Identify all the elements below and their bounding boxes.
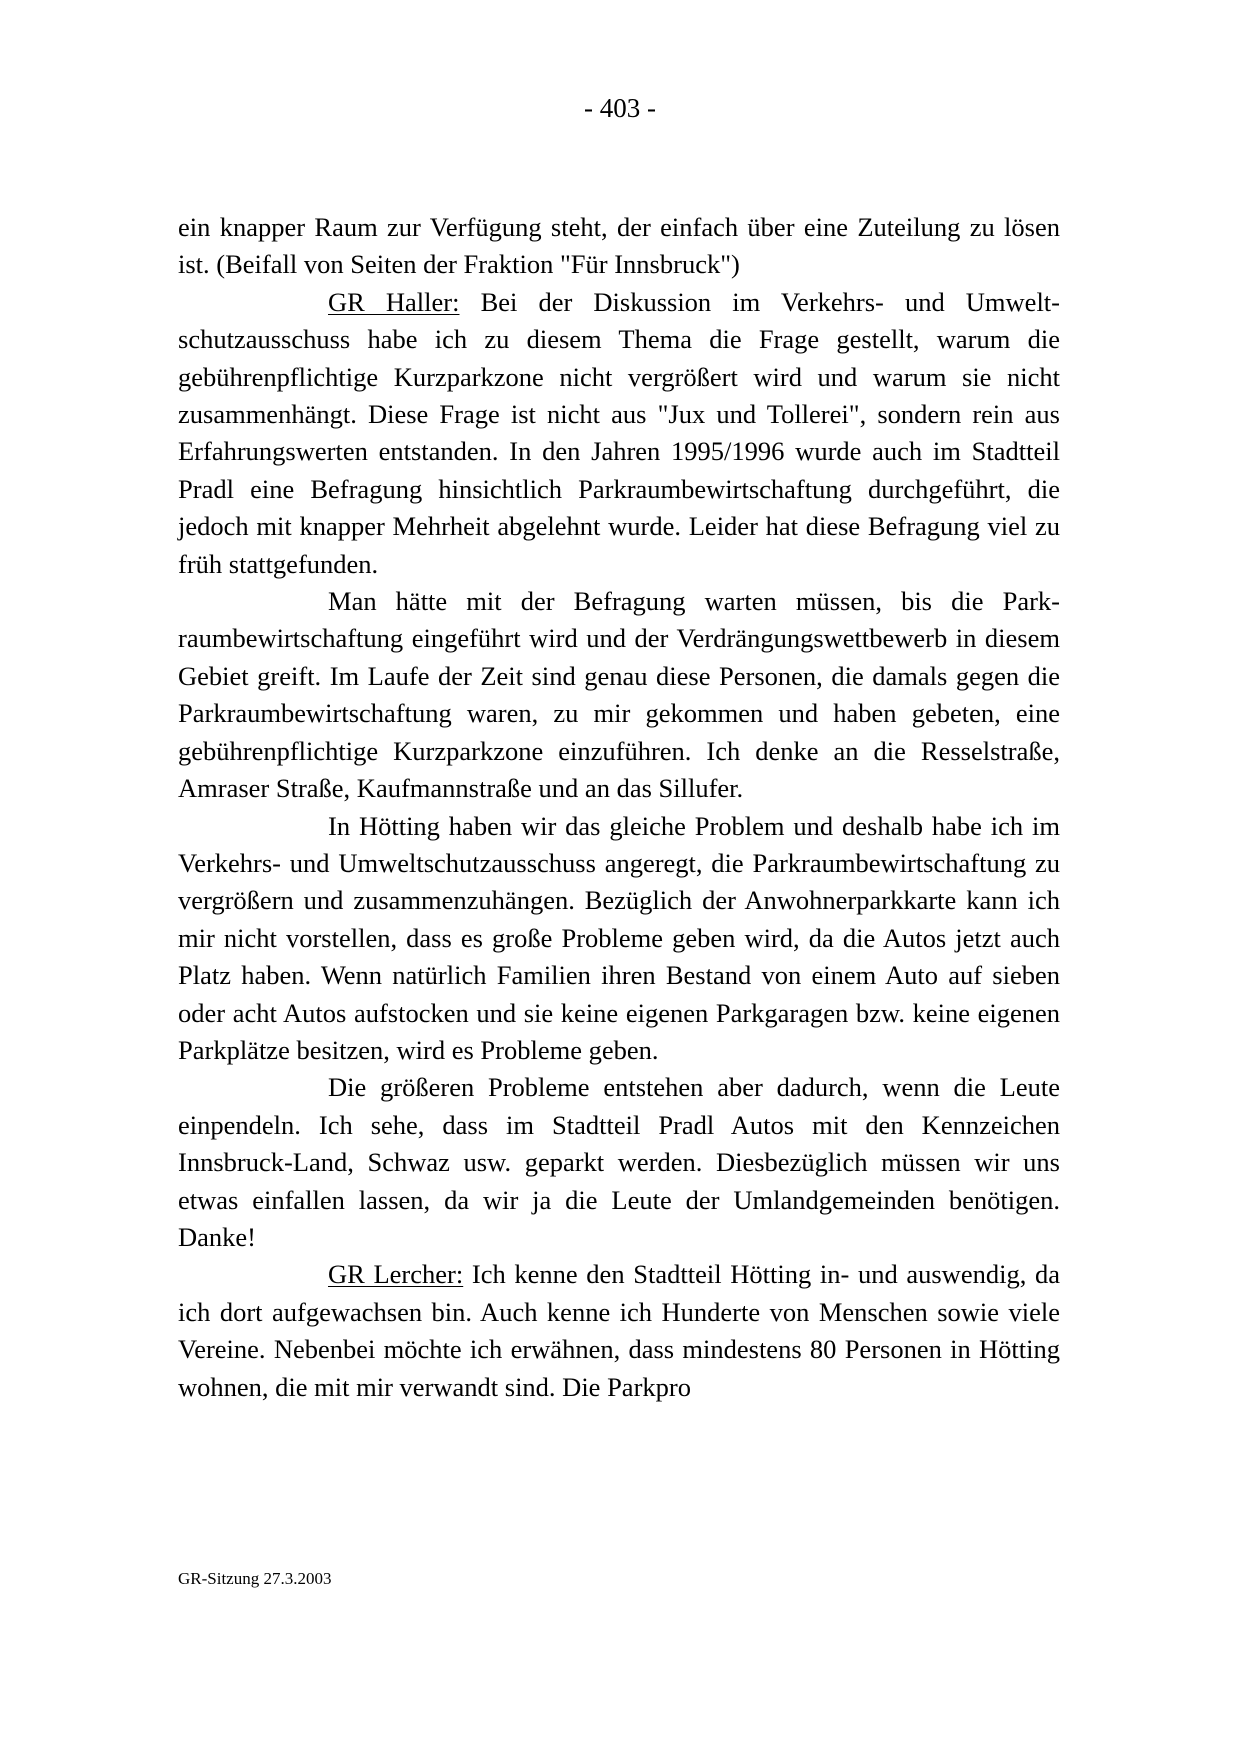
paragraph xyxy=(178,583,1060,807)
paragraph-speech-lercher xyxy=(178,1256,1060,1406)
paragraph-text: In Hötting haben wir das gleiche Problem und deshalb habe ich im Verkehrs- und Umweltschutzausschuss angeregt, die Parkraumbewirtschaftung zu vergrößern und zusammenzuhängen. Bezüglich der Anwohnerparkkarte kann ich mir nicht vorstellen, dass es große Probleme geben wird, da die Autos jetzt auch Platz haben. Wenn natürlich Familien ihren Bestand von einem Auto auf sieben oder acht Autos aufstocken und sie keine eigenen Parkgaragen bzw. keine eigenen Parkplätze besitzen, wird es Probleme geben. xyxy=(178,810,1060,1065)
paragraph xyxy=(178,1069,1060,1256)
page-footer: GR-Sitzung 27.3.2003 xyxy=(178,1569,332,1588)
page-number: - 403 - xyxy=(584,93,656,123)
speaker-name: GR Lercher: xyxy=(328,1259,464,1290)
document-body xyxy=(178,209,1060,1406)
paragraph xyxy=(178,808,1060,1070)
paragraph-text: Die größeren Probleme entstehen aber dadurch, wenn die Leute einpendeln. Ich sehe, dass im Stadtteil Pradl Autos mit den Kennzeichen Innsbruck-Land, Schwaz usw. geparkt werden. Diesbezüglich müssen wir uns etwas einfallen lassen, da wir ja die Leute der Umlandgemeinden benötigen. Danke! xyxy=(178,1072,1060,1252)
paragraph-speech-haller xyxy=(178,284,1060,583)
speaker-name: GR Haller: xyxy=(328,286,460,317)
paragraph-text: Ich kenne den Stadtteil Hötting in- und auswendig, da ich dort aufgewachsen bin. Auch kenne ich Hunderte von Menschen sowie viele Vereine. Nebenbei möchte ich erwähnen, dass mindestens 80 Personen in Hötting wohnen, die mit mir verwandt sind. Die Parkpro xyxy=(178,1259,1060,1402)
paragraph-continuation xyxy=(178,209,1060,284)
paragraph-text: Man hätte mit der Befragung warten müssen, bis die Parkraumbewirtschaftung eingeführt wird und der Verdrängungswettbewerb in diesem Gebiet greift. Im Laufe der Zeit sind genau diese Personen, die damals gegen die Parkraumbewirtschaftung waren, zu mir gekommen und haben gebeten, eine gebührenpflichtige Kurzparkzone einzuführen. Ich denke an die Resselstraße, Amraser Straße, Kaufmannstraße und an das Sillufer. xyxy=(178,586,1060,804)
paragraph-text: Bei der Diskussion im Verkehrs- und Umweltschutzausschuss habe ich zu diesem Thema die Frage gestellt, warum die gebührenpflichtige Kurzparkzone nicht vergrößert wird und warum sie nicht zusammenhängt. Diese Frage ist nicht aus "Jux und Tollerei", sondern rein aus Erfahrungswerten entstanden. In den Jahren 1995/1996 wurde auch im Stadtteil Pradl eine Befragung hinsichtlich Parkraumbewirtschaftung durchgeführt, die jedoch mit knapper Mehrheit abgelehnt wurde. Leider hat diese Befragung viel zu früh stattgefunden. xyxy=(178,286,1060,579)
paragraph-text: ein knapper Raum zur Verfügung steht, der einfach über eine Zuteilung zu lösen ist. (Beifall von Seiten der Fraktion "Für Innsbruck") xyxy=(178,212,1060,280)
